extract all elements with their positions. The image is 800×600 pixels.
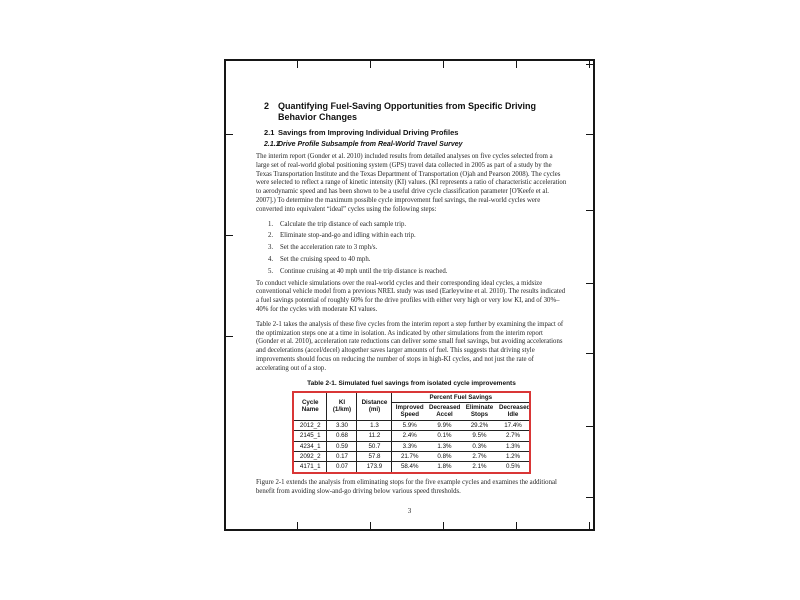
tick-mark-bottom	[297, 522, 298, 529]
ideal-cycle-steps-list	[268, 221, 567, 277]
list-item-text: Calculate the trip distance of each sample trip.	[280, 220, 407, 228]
table-row	[293, 462, 530, 473]
col-header-decreased-accel: Decreased Accel	[428, 403, 461, 419]
list-item-number: 5.	[268, 267, 274, 275]
table-cell: 0.8%	[427, 451, 462, 461]
tick-mark-left	[226, 134, 233, 135]
page-content	[256, 101, 567, 502]
list-item-number: 3.	[268, 244, 274, 252]
table-cell: 11.2	[357, 431, 392, 441]
table-cell: 2145_1	[293, 431, 327, 441]
list-item	[268, 244, 567, 253]
table-cell: 1.3	[357, 420, 392, 430]
list-item	[268, 268, 567, 277]
list-item-text: Eliminate stop-and-go and idling within each trip.	[280, 232, 416, 240]
list-item	[268, 256, 567, 265]
tick-mark-right	[586, 64, 593, 65]
list-item-number: 4.	[268, 255, 274, 263]
tick-mark-right	[586, 210, 593, 211]
list-item-text: Continue cruising at 40 mph until the trip distance is reached.	[280, 267, 448, 275]
col-header-distance: Distance (mi)	[357, 392, 392, 421]
table-row	[293, 420, 530, 430]
table-cell: 0.07	[327, 462, 357, 473]
chapter-title: Quantifying Fuel-Saving Opportunities from Specific Driving Behavior Changes	[278, 101, 537, 122]
table-caption: Table 2-1. Simulated fuel savings from isolated cycle improvements	[307, 379, 516, 387]
table-cell: 57.8	[357, 451, 392, 461]
col-header-cycle-name: Cycle Name	[293, 392, 327, 421]
table-cell: 0.5%	[497, 462, 530, 473]
list-item	[268, 232, 567, 241]
tick-mark-bottom	[589, 522, 590, 529]
group-header-percent-fuel-savings: Percent Fuel Savings	[429, 393, 493, 401]
list-item-number: 1.	[268, 220, 274, 228]
tick-mark-top	[516, 61, 517, 68]
col-header-ki: KI (1/km)	[327, 392, 357, 421]
table-cell: 0.68	[327, 431, 357, 441]
document-page	[224, 59, 595, 531]
table-row	[293, 431, 530, 441]
paragraph-simulation: To conduct vehicle simulations over the real-world cycles and their corresponding ideal cycles, a midsize conventional vehicle model from a previous NREL study was used (Earleywine et al. 2010). The results indicated a fuel savings potential of roughly 60% for the drive profiles with either very high or very low KI, and of 30%–40% for the cycles with moderate KI values.	[256, 279, 566, 313]
tick-mark-left	[226, 336, 233, 337]
tick-mark-top	[370, 61, 371, 68]
tick-mark-top	[443, 61, 444, 68]
table-cell: 2.4%	[392, 431, 427, 441]
table-cell: 4171_1	[293, 462, 327, 473]
section-title: Savings from Improving Individual Driving Profiles	[278, 128, 459, 137]
page-number: 3	[407, 507, 412, 515]
table-cell: 17.4%	[497, 420, 530, 430]
fuel-savings-table	[292, 391, 531, 474]
subsection-number: 2.1.1	[264, 141, 280, 148]
table-cell: 2.7%	[497, 431, 530, 441]
table-cell: 2.7%	[462, 451, 497, 461]
col-header-decreased-idle: Decreased Idle	[498, 403, 531, 419]
subsection-heading	[264, 140, 567, 149]
table-cell: 29.2%	[462, 420, 497, 430]
subsection-title: Drive Profile Subsample from Real-World Travel Survey	[278, 141, 463, 148]
table-cell: 9.5%	[462, 431, 497, 441]
tick-mark-right	[586, 353, 593, 354]
chapter-heading	[264, 101, 567, 122]
table-cell: 1.2%	[497, 451, 530, 461]
table-cell: 1.3%	[497, 441, 530, 451]
tick-mark-right	[586, 426, 593, 427]
paragraph-table-intro: Table 2-1 takes the analysis of these five cycles from the interim report a step further by examining the impact of the optimization steps one at a time in isolation. As indicated by other simulations from the interim report (Gonder et al. 2010), acceleration rate reductions can deliver some small fuel savings, but avoiding accelerations and decelerations (accel/decel) altogether saves larger amounts of fuel. This suggests that driving style improvements should focus on reducing the number of stops in high-KI cycles, and not just the rate of accelerating out of a stop.	[256, 320, 564, 372]
table-cell: 0.17	[327, 451, 357, 461]
list-item	[268, 221, 567, 230]
table-cell: 1.8%	[427, 462, 462, 473]
list-item-text: Set the cruising speed to 40 mph.	[280, 255, 371, 263]
table-row	[293, 451, 530, 461]
table-cell: 2.1%	[462, 462, 497, 473]
table-header-row	[293, 392, 530, 403]
table-cell: 58.4%	[392, 462, 427, 473]
table-cell: 5.9%	[392, 420, 427, 430]
table-cell: 4234_1	[293, 441, 327, 451]
tick-mark-right	[586, 283, 593, 284]
tick-mark-right	[586, 134, 593, 135]
table-cell: 21.7%	[392, 451, 427, 461]
table-cell: 50.7	[357, 441, 392, 451]
tick-mark-bottom	[516, 522, 517, 529]
section-number: 2.1	[264, 128, 275, 137]
list-item-number: 2.	[268, 232, 274, 240]
table-cell: 0.59	[327, 441, 357, 451]
table-cell: 2012_2	[293, 420, 327, 430]
table-cell: 173.9	[357, 462, 392, 473]
table-row	[293, 441, 530, 451]
table-cell: 1.3%	[427, 441, 462, 451]
col-header-improved-speed: Improved Speed	[392, 402, 427, 420]
tick-mark-bottom	[370, 522, 371, 529]
chapter-number: 2	[264, 101, 270, 111]
tick-mark-right	[586, 497, 593, 498]
paragraph-closing: Figure 2-1 extends the analysis from eliminating stops for the five example cycles and examines the additional benefit from avoiding slow-and-go driving below various speed thresholds.	[256, 478, 557, 495]
table-cell: 9.9%	[427, 420, 462, 430]
section-heading	[264, 128, 567, 137]
table-cell: 0.1%	[427, 431, 462, 441]
tick-mark-left	[226, 235, 233, 236]
list-item-text: Set the acceleration rate to 3 mph/s.	[280, 244, 378, 252]
table-cell: 2092_2	[293, 451, 327, 461]
tick-mark-top	[297, 61, 298, 68]
col-header-eliminate-stops: Eliminate Stops	[462, 402, 497, 420]
table-cell: 3.3%	[392, 441, 427, 451]
table-cell: 3.30	[327, 420, 357, 430]
paragraph-intro: The interim report (Gonder et al. 2010) included results from detailed analyses on five cycles selected from a large set of real-world global positioning system (GPS) travel data collected in 2005 as part of a study by the Texas Transportation Institute and the Texas Department of Transportation (Ojah and Pearson 2008). The cycles were selected to reflect a range of kinetic intensity (KI) values. (KI represents a ratio of characteristic acceleration to aerodynamic speed and has been shown to be a useful drive cycle classification parameter [O'Keefe et al. 2007].) To determine the maximum possible cycle improvement fuel savings, the real-world cycles were converted into equivalent “ideal” cycles using the following steps:	[256, 153, 567, 213]
tick-mark-bottom	[443, 522, 444, 529]
table-cell: 0.3%	[462, 441, 497, 451]
